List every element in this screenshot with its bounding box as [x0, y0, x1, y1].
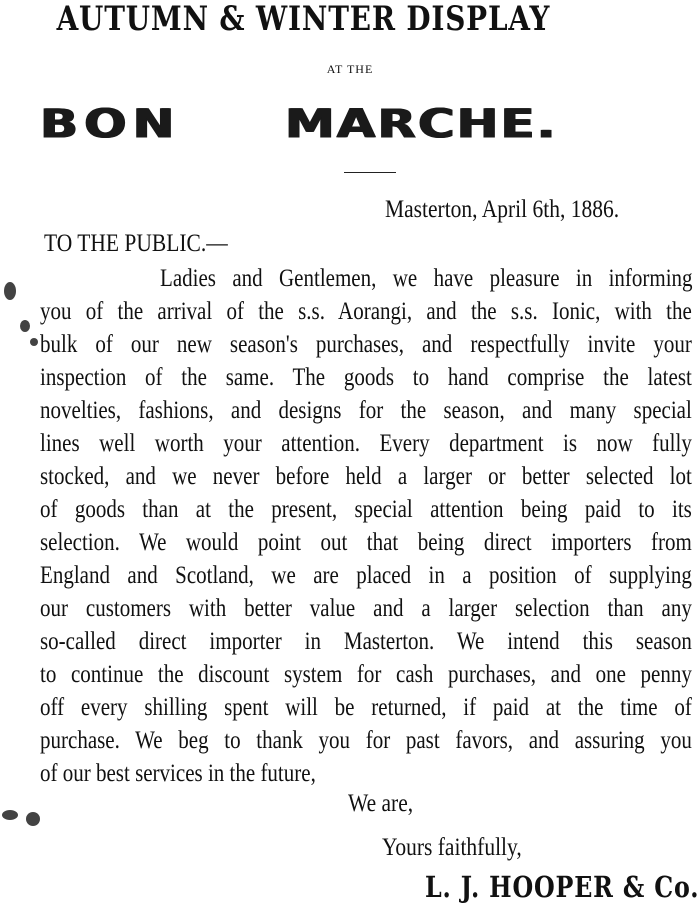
- ink-blot: [20, 320, 30, 332]
- body-line: our customers with better value and a larger selection than any: [40, 595, 692, 622]
- subhead: AT THE: [326, 62, 374, 76]
- body-line: inspection of the same. The goods to hand comprise the latest: [40, 364, 692, 391]
- body-line: to continue the discount system for cash purchases, and one penny: [40, 661, 692, 688]
- body-line: of goods than at the present, special attention being paid to its: [40, 496, 692, 523]
- closing-yours-faithfully: Yours faithfully,: [382, 834, 522, 861]
- ink-blot: [4, 282, 16, 300]
- body-line: selection. We would point out that being direct importers from: [40, 529, 692, 556]
- ink-blot: [2, 810, 18, 820]
- body-line: so-called direct importer in Masterton. We intend this season: [40, 628, 692, 655]
- store-name-word-2: MARCHE.: [285, 100, 558, 148]
- body-line: lines well worth your attention. Every department is now fully: [40, 430, 692, 457]
- dateline: Masterton, April 6th, 1886.: [385, 196, 620, 223]
- salutation: TO THE PUBLIC.—: [44, 230, 228, 257]
- divider-rule: [344, 172, 396, 173]
- store-name: [40, 102, 700, 146]
- headline: AUTUMN & WINTER DISPLAY: [56, 0, 551, 39]
- store-name-word-1: BON: [40, 100, 181, 148]
- signature: L. J. HOOPER & Co.: [425, 870, 700, 904]
- body-line: novelties, fashions, and designs for the season, and many special: [40, 397, 692, 424]
- body-line: bulk of our new season's purchases, and respectfully invite your: [40, 331, 692, 358]
- body-line: of our best services in the future,: [40, 760, 316, 787]
- body-line: purchase. We beg to thank you for past favors, and assuring you: [40, 727, 692, 754]
- closing-we-are: We are,: [348, 790, 414, 817]
- body-line: Ladies and Gentlemen, we have pleasure in informing: [160, 265, 693, 292]
- body-line: off every shilling spent will be returned, if paid at the time of: [40, 694, 692, 721]
- body-line: you of the arrival of the s.s. Aorangi, and the s.s. Ionic, with the: [40, 298, 692, 325]
- body-line: England and Scotland, we are placed in a position of supplying: [40, 562, 692, 589]
- body-line: stocked, and we never before held a larger or better selected lot: [40, 463, 692, 490]
- ink-blot: [26, 812, 40, 826]
- ink-blot: [30, 338, 38, 346]
